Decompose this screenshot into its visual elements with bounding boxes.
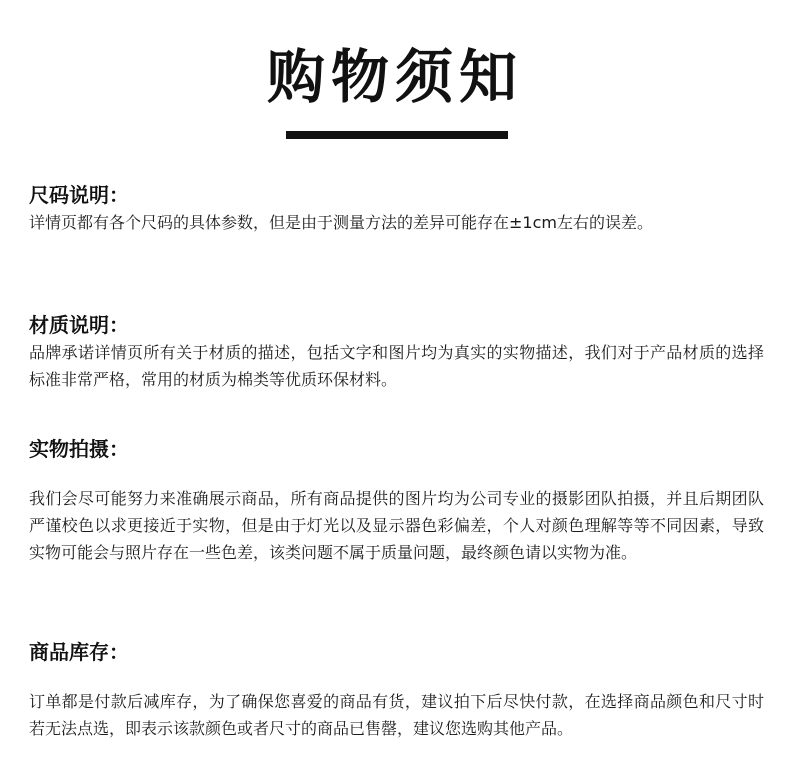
- size-info-text: 详情页都有各个尺码的具体参数，但是由于测量方法的差异可能存在±1cm左右的误差。: [29, 213, 653, 232]
- stock-info-section: [29, 638, 764, 742]
- material-info-text: 品牌承诺详情页所有关于材质的描述，包括文字和图片均为真实的实物描述，我们对于产品材质的选择标准非常严格，常用的材质为棉类等优质环保材料。: [29, 343, 764, 389]
- stock-info-text: 订单都是付款后减库存，为了确保您喜爱的商品有货，建议拍下后尽快付款，在选择商品颜色和尺寸时若无法点选，即表示该款颜色或者尺寸的商品已售罄，建议您选购其他产品。: [29, 692, 764, 738]
- material-info-heading: 材质说明：: [29, 313, 129, 337]
- photo-info-section: [29, 435, 764, 566]
- photo-info-text: 我们会尽可能努力来准确展示商品，所有商品提供的图片均为公司专业的摄影团队拍摄，并且后期团队严谨校色以求更接近于实物，但是由于灯光以及显示器色彩偏差，个人对颜色理解等等不同因素，导致实物可能会与照片存在一些色差，该类问题不属于质量问题，最终颜色请以实物为准。: [29, 489, 764, 562]
- title-underline-bar: [286, 131, 508, 139]
- size-info-section: [29, 181, 764, 236]
- size-info-heading: 尺码说明：: [29, 183, 129, 207]
- page-title: 购物须知: [266, 43, 523, 111]
- photo-info-heading: 实物拍摄：: [29, 437, 129, 461]
- stock-info-heading: 商品库存：: [29, 640, 129, 664]
- material-info-section: [29, 311, 764, 393]
